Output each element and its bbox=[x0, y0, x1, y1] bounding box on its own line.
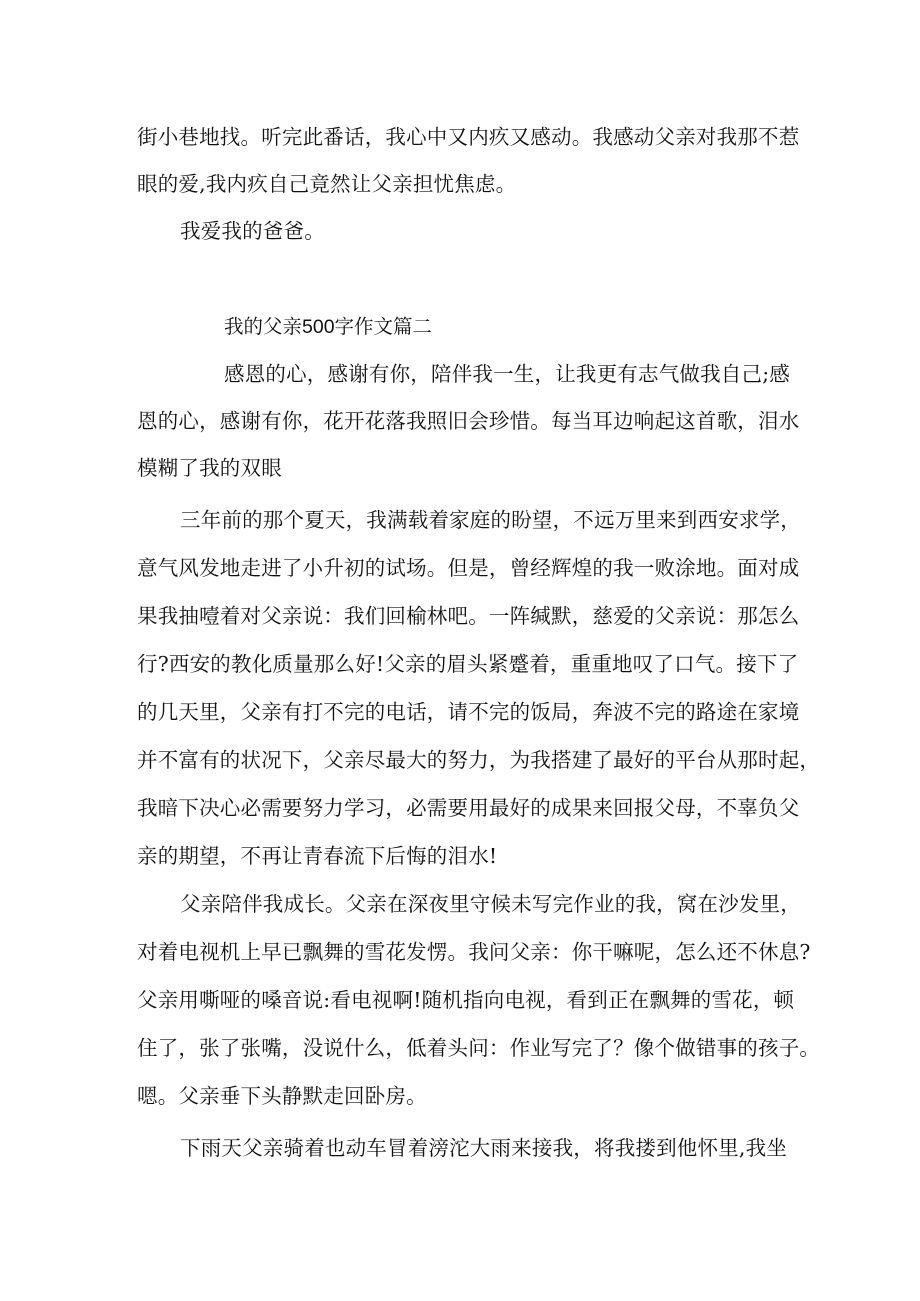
paragraph-line: 的几天里，父亲有打不完的电话，请不完的饭局，奔波不完的路途在家境 bbox=[137, 700, 800, 724]
section-heading: 我的父亲500字作文篇二 bbox=[224, 316, 433, 338]
paragraph-line: 亲的期望，不再让青春流下后悔的泪水! bbox=[137, 844, 498, 868]
paragraph-line: 住了，张了张嘴，没说什么，低着头问：作业写完了？像个做错事的孩子。 bbox=[137, 1036, 821, 1060]
paragraph-line: 街小巷地找。听完此番话，我心中又内疚又感动。我感动父亲对我那不惹 bbox=[137, 125, 800, 149]
paragraph-line: 下雨天父亲骑着也动车冒着滂沱大雨来接我，将我搂到他怀里,我坐 bbox=[180, 1136, 788, 1160]
paragraph-line: 三年前的那个夏天，我满载着家庭的盼望，不远万里来到西安求学， bbox=[180, 508, 801, 532]
paragraph-line: 对着电视机上早已飘舞的雪花发愣。我问父亲：你干嘛呢，怎么还不休息? bbox=[137, 940, 811, 964]
paragraph-line: 模糊了我的双眼 bbox=[137, 456, 282, 480]
paragraph-line: 并不富有的状况下，父亲尽最大的努力，为我搭建了最好的平台从那时起， bbox=[137, 748, 821, 772]
paragraph-line: 我爱我的爸爸。 bbox=[180, 219, 325, 243]
paragraph-line: 果我抽噎着对父亲说：我们回榆林吧。一阵缄默，慈爱的父亲说：那怎么 bbox=[137, 604, 800, 628]
paragraph-line: 父亲用嘶哑的嗓音说:看电视啊!随机指向电视，看到正在飘舞的雪花，顿 bbox=[137, 988, 795, 1012]
paragraph-line: 我暗下决心必需要努力学习，必需要用最好的成果来回报父母，不辜负父 bbox=[137, 796, 800, 820]
paragraph-line: 行?西安的教化质量那么好!父亲的眉头紧蹙着，重重地叹了口气。接下了 bbox=[137, 652, 799, 676]
paragraph-line: 眼的爱,我内疚自己竟然让父亲担忧焦虑。 bbox=[137, 172, 517, 196]
paragraph-line: 嗯。父亲垂下头静默走回卧房。 bbox=[137, 1084, 427, 1108]
paragraph-line: 感恩的心，感谢有你，陪伴我一生，让我更有志气做我自己;感 bbox=[224, 362, 791, 386]
paragraph-line: 父亲陪伴我成长。父亲在深夜里守候未写完作业的我，窝在沙发里， bbox=[180, 892, 801, 916]
paragraph-line: 恩的心，感谢有你，花开花落我照旧会珍惜。每当耳边响起这首歌，泪水 bbox=[137, 409, 800, 433]
paragraph-line: 意气风发地走进了小升初的试场。但是，曾经辉煌的我一败涂地。面对成 bbox=[137, 556, 800, 580]
